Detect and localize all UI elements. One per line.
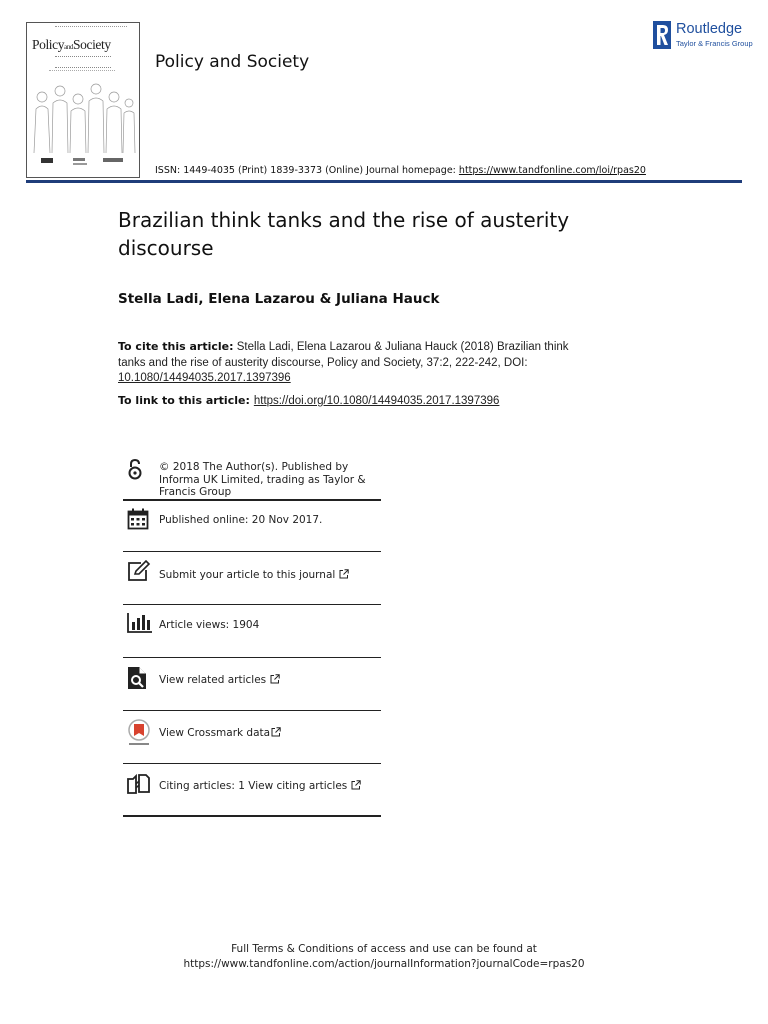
published-row [123,506,381,546]
citation-text: Stella Ladi, Elena Lazarou & Juliana Hauck (2018) Brazilian think tanks and the rise of austerity discourse, Policy and Society, 37:2, 222-242, DOI: [118,341,569,369]
cover-subtitle-line [49,70,115,73]
cover-title [32,37,136,53]
routledge-logo [653,20,753,52]
panel-divider [123,551,381,552]
link-label: To link to this article: [118,394,250,407]
article-link-line [118,394,499,407]
publisher-group: Taylor & Francis Group [676,39,753,48]
footer-terms-url[interactable]: https://www.tandfonline.com/action/journalInformation?journalCode=rpas20 [183,958,585,970]
article-views-row [123,611,381,651]
issn-text: ISSN: 1449-4035 (Print) 1839-3373 (Online) Journal homepage: [155,165,459,176]
citing-documents-icon [127,772,151,796]
cover-title-policy: Policy [32,37,65,52]
article-views-count: Article views: 1904 [159,619,260,631]
article-authors: Stella Ladi, Elena Lazarou & Juliana Hauck [118,291,440,307]
crossmark-text: View Crossmark data [159,727,271,739]
panel-divider [123,499,381,501]
header-rule [26,180,742,183]
submit-article-link[interactable] [159,569,349,582]
footer-terms [0,942,768,972]
bar-chart-icon [127,613,153,633]
open-access-text: © 2018 The Author(s). Published by Informa UK Limited, trading as Taylor & Francis Group [159,461,366,498]
article-title: Brazilian think tanks and the rise of austerity discourse [118,208,570,260]
related-articles-link[interactable] [159,674,280,687]
submit-article-row[interactable] [123,558,381,598]
citation-block [118,339,588,387]
panel-divider [123,763,381,764]
external-link-icon [339,569,349,579]
citing-articles-row[interactable] [123,770,381,810]
journal-homepage-link[interactable]: https://www.tandfonline.com/loi/rpas20 [458,165,646,176]
panel-divider [123,604,381,605]
panel-bottom-rule [123,815,381,817]
published-date: Published online: 20 Nov 2017. [159,514,323,526]
calendar-icon [127,508,149,530]
citing-articles-link[interactable] [159,780,361,793]
journal-cover-image [26,22,140,178]
citation-label: To cite this article: [118,340,234,353]
crossmark-link[interactable] [159,727,281,740]
open-access-lock-icon [127,458,143,480]
external-link-icon [271,727,281,737]
crossmark-row[interactable] [123,717,381,757]
edit-pencil-icon [127,560,151,582]
issn-line [155,165,646,176]
external-link-icon [351,780,361,790]
related-articles-row[interactable] [123,664,381,704]
cover-subtitle-lines [55,56,111,68]
cover-footer-logos [33,156,133,168]
external-link-icon [270,674,280,684]
document-search-icon [127,666,147,690]
cover-title-and: and [64,43,74,51]
footer-terms-text: Full Terms & Conditions of access and use can be found at [231,943,537,955]
cover-people-illustration [30,83,136,153]
journal-title: Policy and Society [155,52,310,72]
citation-doi-link[interactable]: 10.1080/14494035.2017.1397396 [118,372,291,384]
related-articles-text: View related articles [159,674,267,686]
crossmark-icon [127,719,151,747]
panel-divider [123,710,381,711]
submit-article-text: Submit your article to this journal [159,569,336,581]
cover-top-lines [55,26,127,30]
citing-articles-text: Citing articles: 1 View citing articles [159,780,348,792]
article-doi-link[interactable]: https://doi.org/10.1080/14494035.2017.1397396 [253,395,500,407]
publisher-name: Routledge [676,21,743,37]
open-access-row [123,457,381,499]
cover-title-society: Society [73,37,111,52]
routledge-r-icon [653,21,671,49]
panel-divider [123,657,381,658]
